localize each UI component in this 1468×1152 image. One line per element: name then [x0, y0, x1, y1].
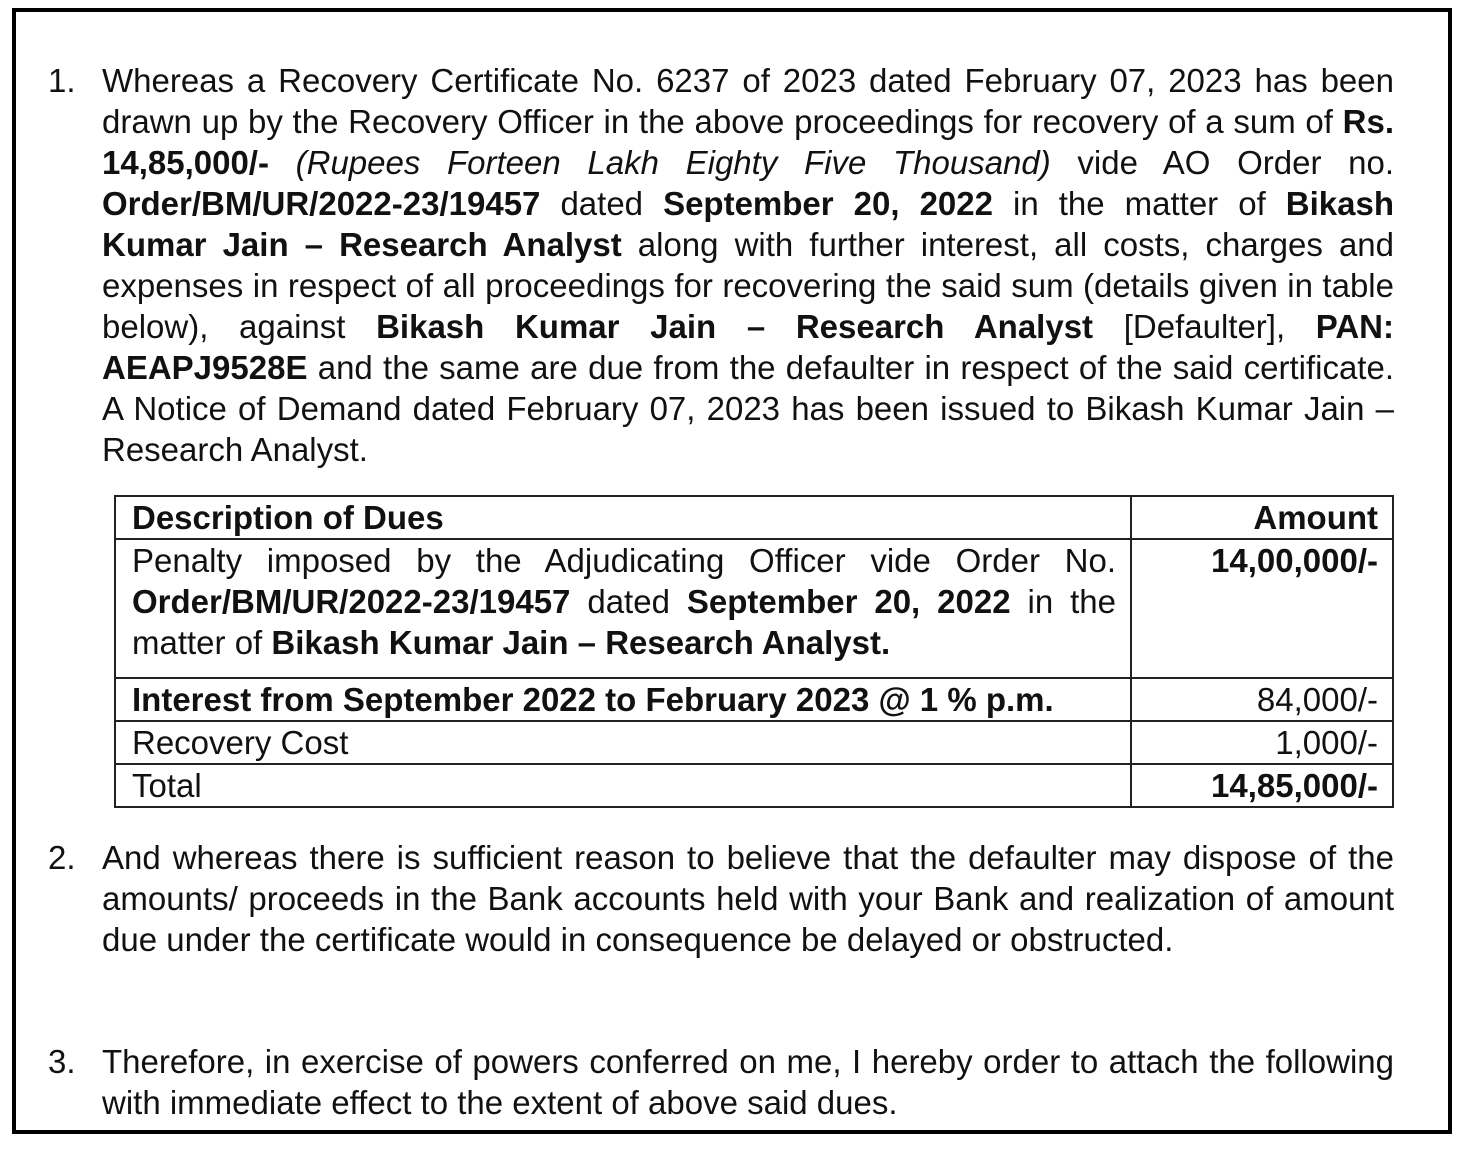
table-row [115, 678, 1393, 721]
description-value: Interest from September 2022 to February 2023 @ 1 % p.m. [132, 681, 1054, 718]
text-run: Penalty imposed by the Adjudicating Officer vide Order No. [132, 542, 1116, 579]
text-run: Whereas a Recovery Certificate No. 6237 of 2023 dated February 07, 2023 has been drawn up by the Recovery Officer in the above proceedings for recovery of a sum of [102, 62, 1394, 140]
paragraph-number: 3. [48, 1043, 76, 1080]
text-run: and the same are due from the defaulter in respect of the said certificate. A Notice of Demand dated February 07, 2023 has been issued to Bikash Kumar Jain – Research Analyst. [102, 349, 1394, 468]
dues-description: Recovery Cost [115, 721, 1131, 764]
paragraph-text: And whereas there is sufficient reason to believe that the defaulter may dispose of the amounts/ proceeds in the Bank accounts held with your Bank and realization of amount due under the certificate would in consequence be delayed or obstructed. [102, 839, 1394, 958]
order-date: September 20, 2022 [663, 185, 993, 222]
text-run: [Defaulter], [1093, 308, 1316, 345]
recovery-amount: Rs. 14,85,000/- [102, 103, 1394, 181]
party-name: Bikash Kumar Jain – Research Analyst. [271, 624, 891, 661]
party-name: Bikash Kumar Jain – Research Analyst [102, 185, 1394, 263]
party-name: Bikash Kumar Jain – Research Analyst [376, 308, 1094, 345]
dues-amount: 84,000/- [1131, 678, 1393, 721]
paragraph-text [102, 60, 1394, 470]
table-row-total [115, 764, 1393, 807]
column-header-amount: Amount [1131, 496, 1393, 539]
dues-description: Total [115, 764, 1131, 807]
text-run: in the matter of [992, 185, 1286, 222]
column-header-description: Description of Dues [115, 496, 1131, 539]
paragraph-number: 2. [48, 839, 76, 876]
dues-amount [1131, 764, 1393, 807]
order-date: September 20, 2022 [686, 583, 1011, 620]
pan-number: PAN: AEAPJ9528E [102, 308, 1394, 386]
paragraph-number: 1. [48, 62, 76, 99]
amount-value: 14,00,000/- [1211, 542, 1378, 579]
order-number: Order/BM/UR/2022-23/19457 [102, 185, 541, 222]
total-amount: 14,85,000/- [1211, 767, 1378, 804]
dues-description [115, 539, 1131, 678]
dues-table [114, 495, 1394, 808]
table-row [115, 539, 1393, 678]
table-row [115, 721, 1393, 764]
text-run: dated [570, 583, 687, 620]
text-run: vide AO Order no. [1050, 144, 1394, 181]
amount-in-words: (Rupees Forteen Lakh Eighty Five Thousand) [295, 144, 1051, 181]
text-run: in the matter of [132, 583, 1117, 661]
table-header-row [115, 496, 1393, 539]
dues-description [115, 678, 1131, 721]
order-number: Order/BM/UR/2022-23/19457 [132, 583, 571, 620]
dues-amount [1131, 539, 1393, 678]
paragraph-text: Therefore, in exercise of powers conferred on me, I hereby order to attach the following with immediate effect to the extent of above said dues. [102, 1043, 1394, 1121]
dues-amount: 1,000/- [1131, 721, 1393, 764]
text-run: along with further interest, all costs, charges and expenses in respect of all proceedings for recovering the said sum (details given in table below), against [102, 226, 1395, 345]
text-run: dated [540, 185, 664, 222]
